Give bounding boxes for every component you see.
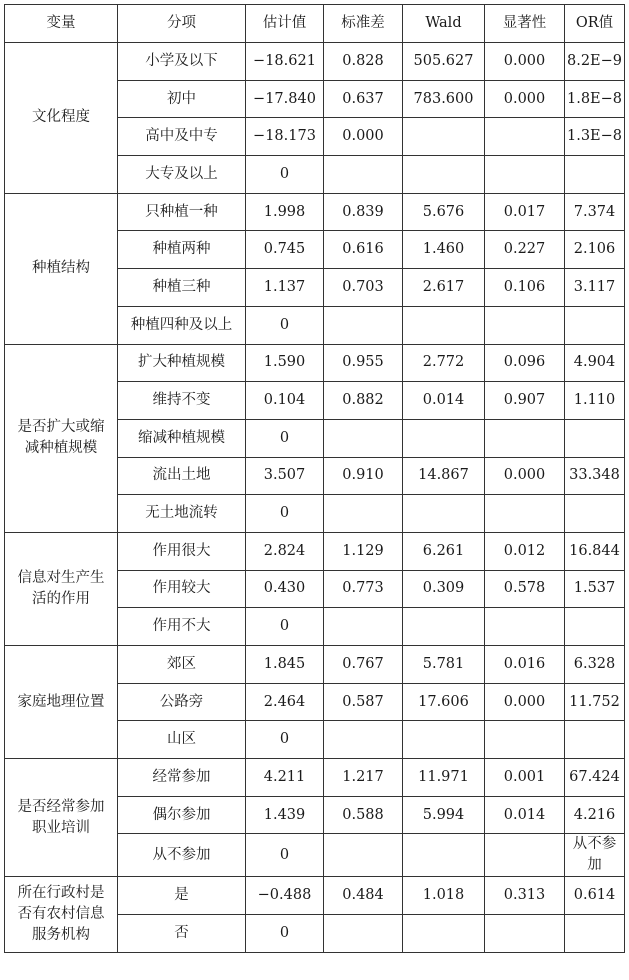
header-item: 分项 [118,5,246,43]
significance-cell [485,118,565,156]
wald-cell [403,608,485,646]
wald-cell: 5.994 [403,796,485,834]
wald-cell [403,915,485,953]
std-error-cell: 0.839 [324,193,403,231]
table-row [5,759,625,797]
odds-ratio-cell [565,915,625,953]
odds-ratio-cell [565,495,625,533]
std-error-cell [324,608,403,646]
odds-ratio-cell: 1.110 [565,382,625,420]
wald-cell: 2.617 [403,269,485,307]
odds-ratio-cell: 1.3E−8 [565,118,625,156]
item-cell: 山区 [118,721,246,759]
item-cell: 作用很大 [118,532,246,570]
item-cell: 种植三种 [118,269,246,307]
significance-cell: 0.313 [485,877,565,915]
significance-cell [485,495,565,533]
std-error-cell [324,915,403,953]
odds-ratio-cell [565,721,625,759]
header-std-error: 标准差 [324,5,403,43]
item-cell: 从不参加 [118,834,246,877]
item-cell: 偶尔参加 [118,796,246,834]
std-error-cell: 0.773 [324,570,403,608]
table-row [5,646,625,684]
estimate-cell: −17.840 [246,80,324,118]
item-cell: 小学及以下 [118,43,246,81]
item-cell: 高中及中专 [118,118,246,156]
std-error-cell [324,156,403,194]
significance-cell [485,834,565,877]
odds-ratio-cell: 8.2E−9 [565,43,625,81]
odds-ratio-cell: 16.844 [565,532,625,570]
estimate-cell: 0 [246,608,324,646]
item-cell: 作用较大 [118,570,246,608]
estimate-cell: 2.464 [246,683,324,721]
item-cell: 郊区 [118,646,246,684]
odds-ratio-cell: 从不参加 [565,834,625,877]
significance-cell [485,156,565,194]
table-body [5,43,625,953]
significance-cell [485,721,565,759]
header-row [5,5,625,43]
estimate-cell: 1.998 [246,193,324,231]
item-cell: 只种植一种 [118,193,246,231]
estimate-cell: 0 [246,156,324,194]
significance-cell [485,306,565,344]
std-error-cell [324,419,403,457]
significance-cell [485,915,565,953]
odds-ratio-cell: 6.328 [565,646,625,684]
wald-cell: 1.460 [403,231,485,269]
item-cell: 缩减种植规模 [118,419,246,457]
significance-cell: 0.017 [485,193,565,231]
std-error-cell [324,834,403,877]
estimate-cell: −18.621 [246,43,324,81]
variable-cell: 所在行政村是 否有农村信息 服务机构 [5,877,118,952]
estimate-cell: 1.439 [246,796,324,834]
std-error-cell: 0.587 [324,683,403,721]
significance-cell: 0.001 [485,759,565,797]
significance-cell: 0.014 [485,796,565,834]
variable-cell: 是否经常参加 职业培训 [5,759,118,877]
estimate-cell: 1.590 [246,344,324,382]
variable-cell: 文化程度 [5,43,118,194]
significance-cell: 0.106 [485,269,565,307]
wald-cell: 783.600 [403,80,485,118]
significance-cell: 0.578 [485,570,565,608]
estimate-cell: 0.430 [246,570,324,608]
odds-ratio-cell [565,419,625,457]
odds-ratio-cell: 33.348 [565,457,625,495]
item-cell: 种植两种 [118,231,246,269]
estimate-cell: 4.211 [246,759,324,797]
significance-cell: 0.000 [485,80,565,118]
odds-ratio-cell [565,306,625,344]
item-cell: 扩大种植规模 [118,344,246,382]
item-cell: 大专及以上 [118,156,246,194]
wald-cell: 5.781 [403,646,485,684]
item-cell: 维持不变 [118,382,246,420]
item-cell: 种植四种及以上 [118,306,246,344]
header-significance: 显著性 [485,5,565,43]
regression-table [4,4,625,953]
header-wald: Wald [403,5,485,43]
wald-cell: 5.676 [403,193,485,231]
item-cell: 初中 [118,80,246,118]
table-row [5,532,625,570]
wald-cell [403,721,485,759]
std-error-cell: 1.217 [324,759,403,797]
header-odds-ratio: OR值 [565,5,625,43]
significance-cell: 0.012 [485,532,565,570]
significance-cell: 0.000 [485,683,565,721]
significance-cell: 0.016 [485,646,565,684]
significance-cell [485,608,565,646]
std-error-cell [324,495,403,533]
header-estimate: 估计值 [246,5,324,43]
header-variable: 变量 [5,5,118,43]
wald-cell: 17.606 [403,683,485,721]
std-error-cell: 0.828 [324,43,403,81]
significance-cell: 0.907 [485,382,565,420]
wald-cell: 11.971 [403,759,485,797]
significance-cell: 0.000 [485,457,565,495]
wald-cell [403,495,485,533]
estimate-cell: 1.137 [246,269,324,307]
std-error-cell: 0.955 [324,344,403,382]
odds-ratio-cell [565,608,625,646]
item-cell: 经常参加 [118,759,246,797]
std-error-cell: 0.484 [324,877,403,915]
std-error-cell: 0.000 [324,118,403,156]
estimate-cell: 0 [246,834,324,877]
estimate-cell: 0.745 [246,231,324,269]
estimate-cell: 2.824 [246,532,324,570]
wald-cell [403,834,485,877]
std-error-cell: 0.703 [324,269,403,307]
estimate-cell: −18.173 [246,118,324,156]
odds-ratio-cell: 2.106 [565,231,625,269]
std-error-cell [324,721,403,759]
estimate-cell: −0.488 [246,877,324,915]
wald-cell: 505.627 [403,43,485,81]
odds-ratio-cell: 7.374 [565,193,625,231]
std-error-cell: 0.910 [324,457,403,495]
variable-cell: 家庭地理位置 [5,646,118,759]
std-error-cell: 0.588 [324,796,403,834]
table-row [5,877,625,915]
odds-ratio-cell: 67.424 [565,759,625,797]
variable-cell: 是否扩大或缩 减种植规模 [5,344,118,532]
item-cell: 公路旁 [118,683,246,721]
item-cell: 无土地流转 [118,495,246,533]
std-error-cell: 1.129 [324,532,403,570]
odds-ratio-cell: 1.537 [565,570,625,608]
wald-cell [403,156,485,194]
table-row [5,193,625,231]
significance-cell: 0.227 [485,231,565,269]
significance-cell: 0.000 [485,43,565,81]
odds-ratio-cell: 11.752 [565,683,625,721]
item-cell: 流出土地 [118,457,246,495]
wald-cell: 6.261 [403,532,485,570]
odds-ratio-cell: 4.904 [565,344,625,382]
item-cell: 作用不大 [118,608,246,646]
odds-ratio-cell: 3.117 [565,269,625,307]
variable-cell: 种植结构 [5,193,118,344]
estimate-cell: 0 [246,306,324,344]
odds-ratio-cell: 1.8E−8 [565,80,625,118]
wald-cell: 1.018 [403,877,485,915]
std-error-cell [324,306,403,344]
estimate-cell: 0 [246,419,324,457]
odds-ratio-cell: 4.216 [565,796,625,834]
wald-cell: 0.309 [403,570,485,608]
significance-cell: 0.096 [485,344,565,382]
estimate-cell: 0 [246,495,324,533]
variable-cell: 信息对生产生 活的作用 [5,532,118,645]
std-error-cell: 0.616 [324,231,403,269]
estimate-cell: 0 [246,721,324,759]
item-cell: 是 [118,877,246,915]
std-error-cell: 0.637 [324,80,403,118]
table-row [5,344,625,382]
estimate-cell: 0.104 [246,382,324,420]
wald-cell [403,306,485,344]
wald-cell: 14.867 [403,457,485,495]
odds-ratio-cell: 0.614 [565,877,625,915]
estimate-cell: 0 [246,915,324,953]
table-row [5,43,625,81]
odds-ratio-cell [565,156,625,194]
table-header [5,5,625,43]
item-cell: 否 [118,915,246,953]
estimate-cell: 3.507 [246,457,324,495]
std-error-cell: 0.767 [324,646,403,684]
wald-cell [403,118,485,156]
std-error-cell: 0.882 [324,382,403,420]
wald-cell: 2.772 [403,344,485,382]
wald-cell [403,419,485,457]
significance-cell [485,419,565,457]
wald-cell: 0.014 [403,382,485,420]
estimate-cell: 1.845 [246,646,324,684]
